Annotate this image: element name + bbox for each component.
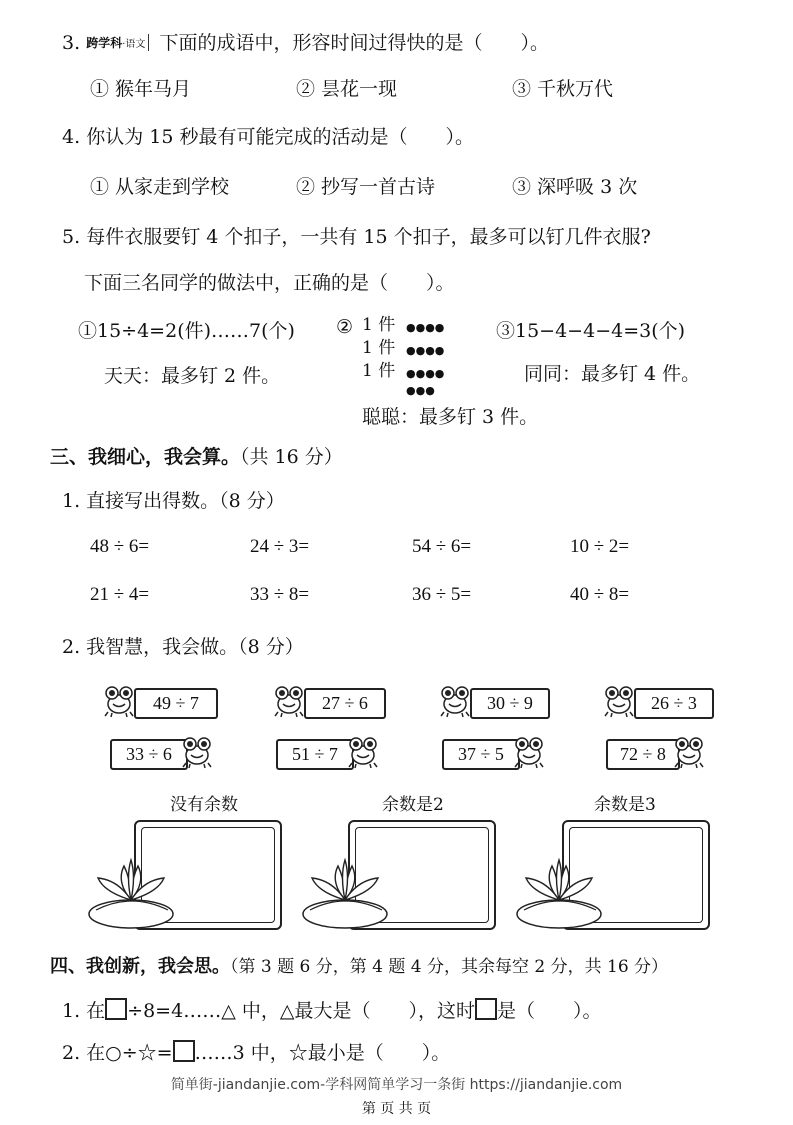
section-3-q1: 1. 直接写出得数。（8 分） [62, 490, 285, 512]
q5-stem-1: 每件衣服要钉 4 个扣子，一共有 15 个扣子，最多可以钉几件衣服? [86, 226, 651, 248]
q4-line [62, 122, 474, 149]
q4-number: 4. [62, 126, 81, 148]
section-4-q2: 2. 在○÷☆= ……3 中，☆最小是（ ）。 [62, 1042, 451, 1064]
lotus-icon [300, 852, 392, 932]
frog-icon [604, 684, 634, 720]
q3-line [62, 28, 549, 55]
blank-box[interactable] [173, 1040, 195, 1062]
calc-2[interactable]: 24 ÷ 3= [250, 536, 310, 557]
q5-m2-row-3: 1 件 [362, 361, 396, 381]
q5-note-tongtong: 同同：最多钉 4 件。 [524, 363, 701, 385]
footer-source: 简单街-jiandanjie.com-学科网简单学习一条街 https://jiandanjie.com [170, 1077, 623, 1093]
expr-card[interactable]: 51 ÷ 7 [276, 739, 354, 770]
expr-card[interactable]: 27 ÷ 6 [304, 688, 386, 719]
section-4-q1: 1. 在 ÷8=4……△ 中，△最大是（ ），这时 是（ ）。 [62, 1000, 602, 1022]
box-label-no-remainder: 没有余数 [170, 795, 238, 815]
q5-m2-row-1: 1 件 [362, 315, 396, 335]
frog-icon [274, 684, 304, 720]
q5-method-2-dots [406, 316, 444, 402]
q3-number: 3. [62, 32, 81, 54]
footer-page: 第 页 共 页 [361, 1101, 432, 1117]
lotus-icon [514, 852, 606, 932]
q3-option-2[interactable]: ② 昙花一现 [296, 78, 398, 100]
q5-method-2-label[interactable]: ② [336, 316, 354, 338]
calc-8[interactable]: 40 ÷ 8= [570, 584, 630, 605]
q3-option-1[interactable]: ① 猴年马月 [90, 78, 192, 100]
expr-card[interactable]: 37 ÷ 5 [442, 739, 520, 770]
q5-number: 5. [62, 226, 81, 248]
q5-method-2-rows [362, 314, 395, 383]
q5-note-tiantian: 天天：最多钉 2 件。 [104, 365, 281, 387]
dot-row-2: ●●●● [406, 344, 445, 357]
q3-stem: 下面的成语中，形容时间过得快的是（ ）。 [159, 32, 549, 54]
q5-note-congcong: 聪聪：最多钉 3 件。 [362, 406, 539, 428]
q5-method-3[interactable]: ③15−4−4−4=3(个) [496, 320, 686, 342]
expr-card[interactable]: 49 ÷ 7 [134, 688, 218, 719]
box-label-remainder-2: 余数是2 [382, 795, 444, 815]
dot-row-1: ●●●● [406, 321, 445, 334]
expr-card[interactable]: 26 ÷ 3 [634, 688, 714, 719]
lotus-icon [86, 852, 178, 932]
calc-6[interactable]: 33 ÷ 8= [250, 584, 310, 605]
calc-4[interactable]: 10 ÷ 2= [570, 536, 630, 557]
box-label-remainder-3: 余数是3 [594, 795, 656, 815]
frog-icon [440, 684, 470, 720]
blank-box[interactable] [475, 998, 497, 1020]
expr-card[interactable]: 30 ÷ 9 [470, 688, 550, 719]
frog-icon [104, 684, 134, 720]
frog-icon [674, 735, 704, 771]
q5-m2-row-2: 1 件 [362, 338, 396, 358]
q4-option-3[interactable]: ③ 深呼吸 3 次 [512, 176, 638, 198]
blank-box[interactable] [105, 998, 127, 1020]
q4-option-2[interactable]: ② 抄写一首古诗 [296, 176, 436, 198]
q4-option-1[interactable]: ① 从家走到学校 [90, 176, 230, 198]
section-3-q2: 2. 我智慧，我会做。（8 分） [62, 636, 304, 658]
dot-row-3: ●●●● [406, 367, 445, 380]
q5-method-1[interactable]: ①15÷4=2(件)……7(个) [78, 320, 295, 342]
expr-card[interactable]: 72 ÷ 8 [606, 739, 680, 770]
frog-icon [514, 735, 544, 771]
calc-5[interactable]: 21 ÷ 4= [90, 584, 150, 605]
calc-1[interactable]: 48 ÷ 6= [90, 536, 150, 557]
q3-option-3[interactable]: ③ 千秋万代 [512, 78, 614, 100]
q5-line-1 [62, 222, 651, 249]
section-3-title: 三、我细心，我会算。（共 16 分） [50, 446, 343, 468]
frog-icon [348, 735, 378, 771]
q4-stem: 你认为 15 秒最有可能完成的活动是（ ）。 [86, 126, 474, 148]
calc-3[interactable]: 54 ÷ 6= [412, 536, 472, 557]
section-4-title: 四、我创新，我会思。（第 3 题 6 分，第 4 题 4 分，其余每空 2 分，共 16 分） [50, 956, 669, 977]
frog-icon [182, 735, 212, 771]
q5-stem-2: 下面三名同学的做法中，正确的是（ ）。 [84, 272, 455, 294]
cross-subject-logo: 跨学科·语文 [86, 34, 149, 51]
expr-card[interactable]: 33 ÷ 6 [110, 739, 188, 770]
dot-row-4: ●●● [406, 384, 435, 397]
calc-7[interactable]: 36 ÷ 5= [412, 584, 472, 605]
